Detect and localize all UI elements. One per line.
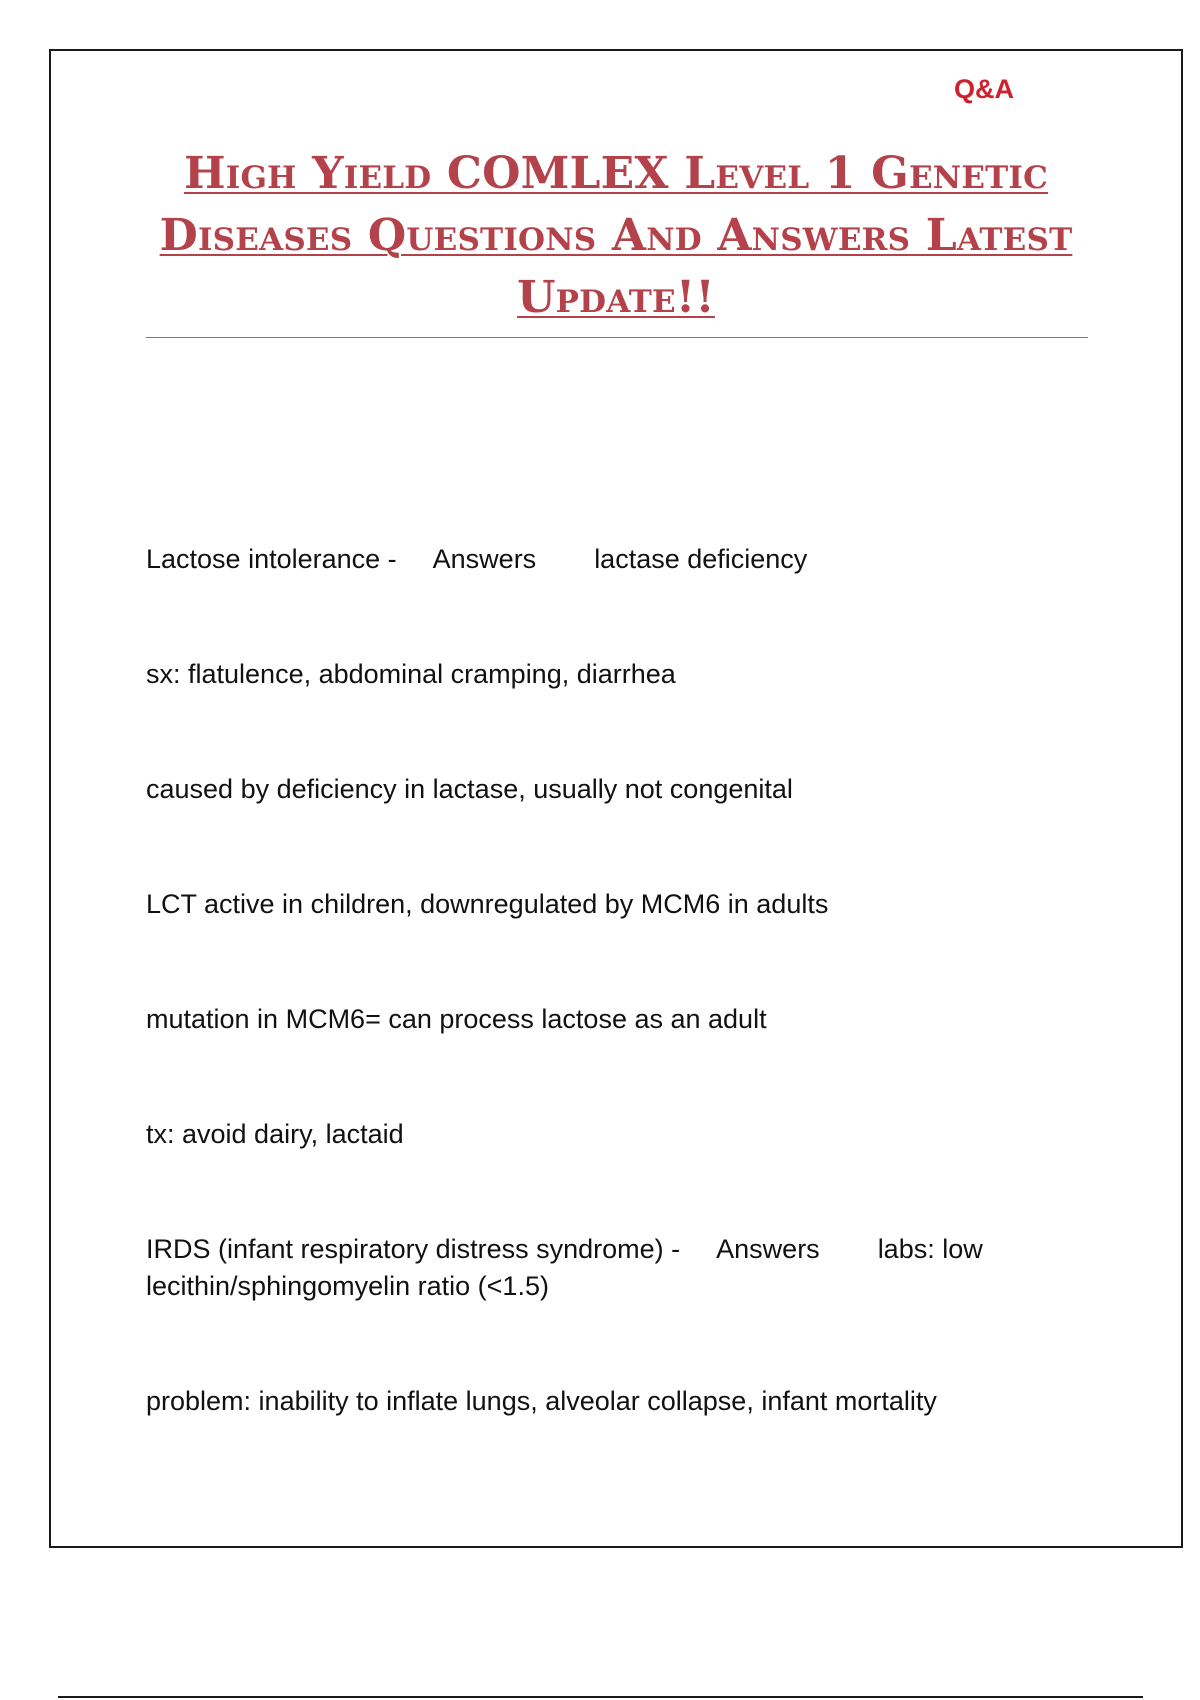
- answer-text: lactase deficiency: [594, 544, 808, 574]
- note-line: problem: inability to inflate lungs, alveolar collapse, infant mortality: [146, 1386, 937, 1416]
- footer-divider: [58, 1696, 1143, 1698]
- note-line: caused by deficiency in lactase, usually not congenital: [146, 774, 793, 804]
- qa-content: [146, 541, 1086, 1498]
- answer-text: labs: low lecithin/sphingomyelin ratio (<1.5): [146, 1234, 983, 1301]
- title-divider: [146, 337, 1088, 338]
- qa-badge: Q&A: [954, 74, 1014, 104]
- answer-label: Answers: [432, 544, 537, 574]
- note-line: mutation in MCM6= can process lactose as an adult: [146, 1004, 767, 1034]
- answer-label: Answers: [716, 1234, 820, 1264]
- note-line: sx: flatulence, abdominal cramping, diarrhea: [146, 659, 676, 689]
- question-text: Lactose intolerance -: [146, 544, 397, 574]
- question-text: IRDS (infant respiratory distress syndrome) -: [146, 1234, 681, 1264]
- qa-entry-lactose: [146, 541, 1086, 578]
- document-title: High Yield COMLEX Level 1 Genetic Diseases Questions And Answers Latest Update!!: [159, 148, 1073, 323]
- note-line: tx: avoid dairy, lactaid: [146, 1119, 404, 1149]
- qa-entry-irds: [146, 1231, 1086, 1305]
- note-line: LCT active in children, downregulated by MCM6 in adults: [146, 889, 829, 919]
